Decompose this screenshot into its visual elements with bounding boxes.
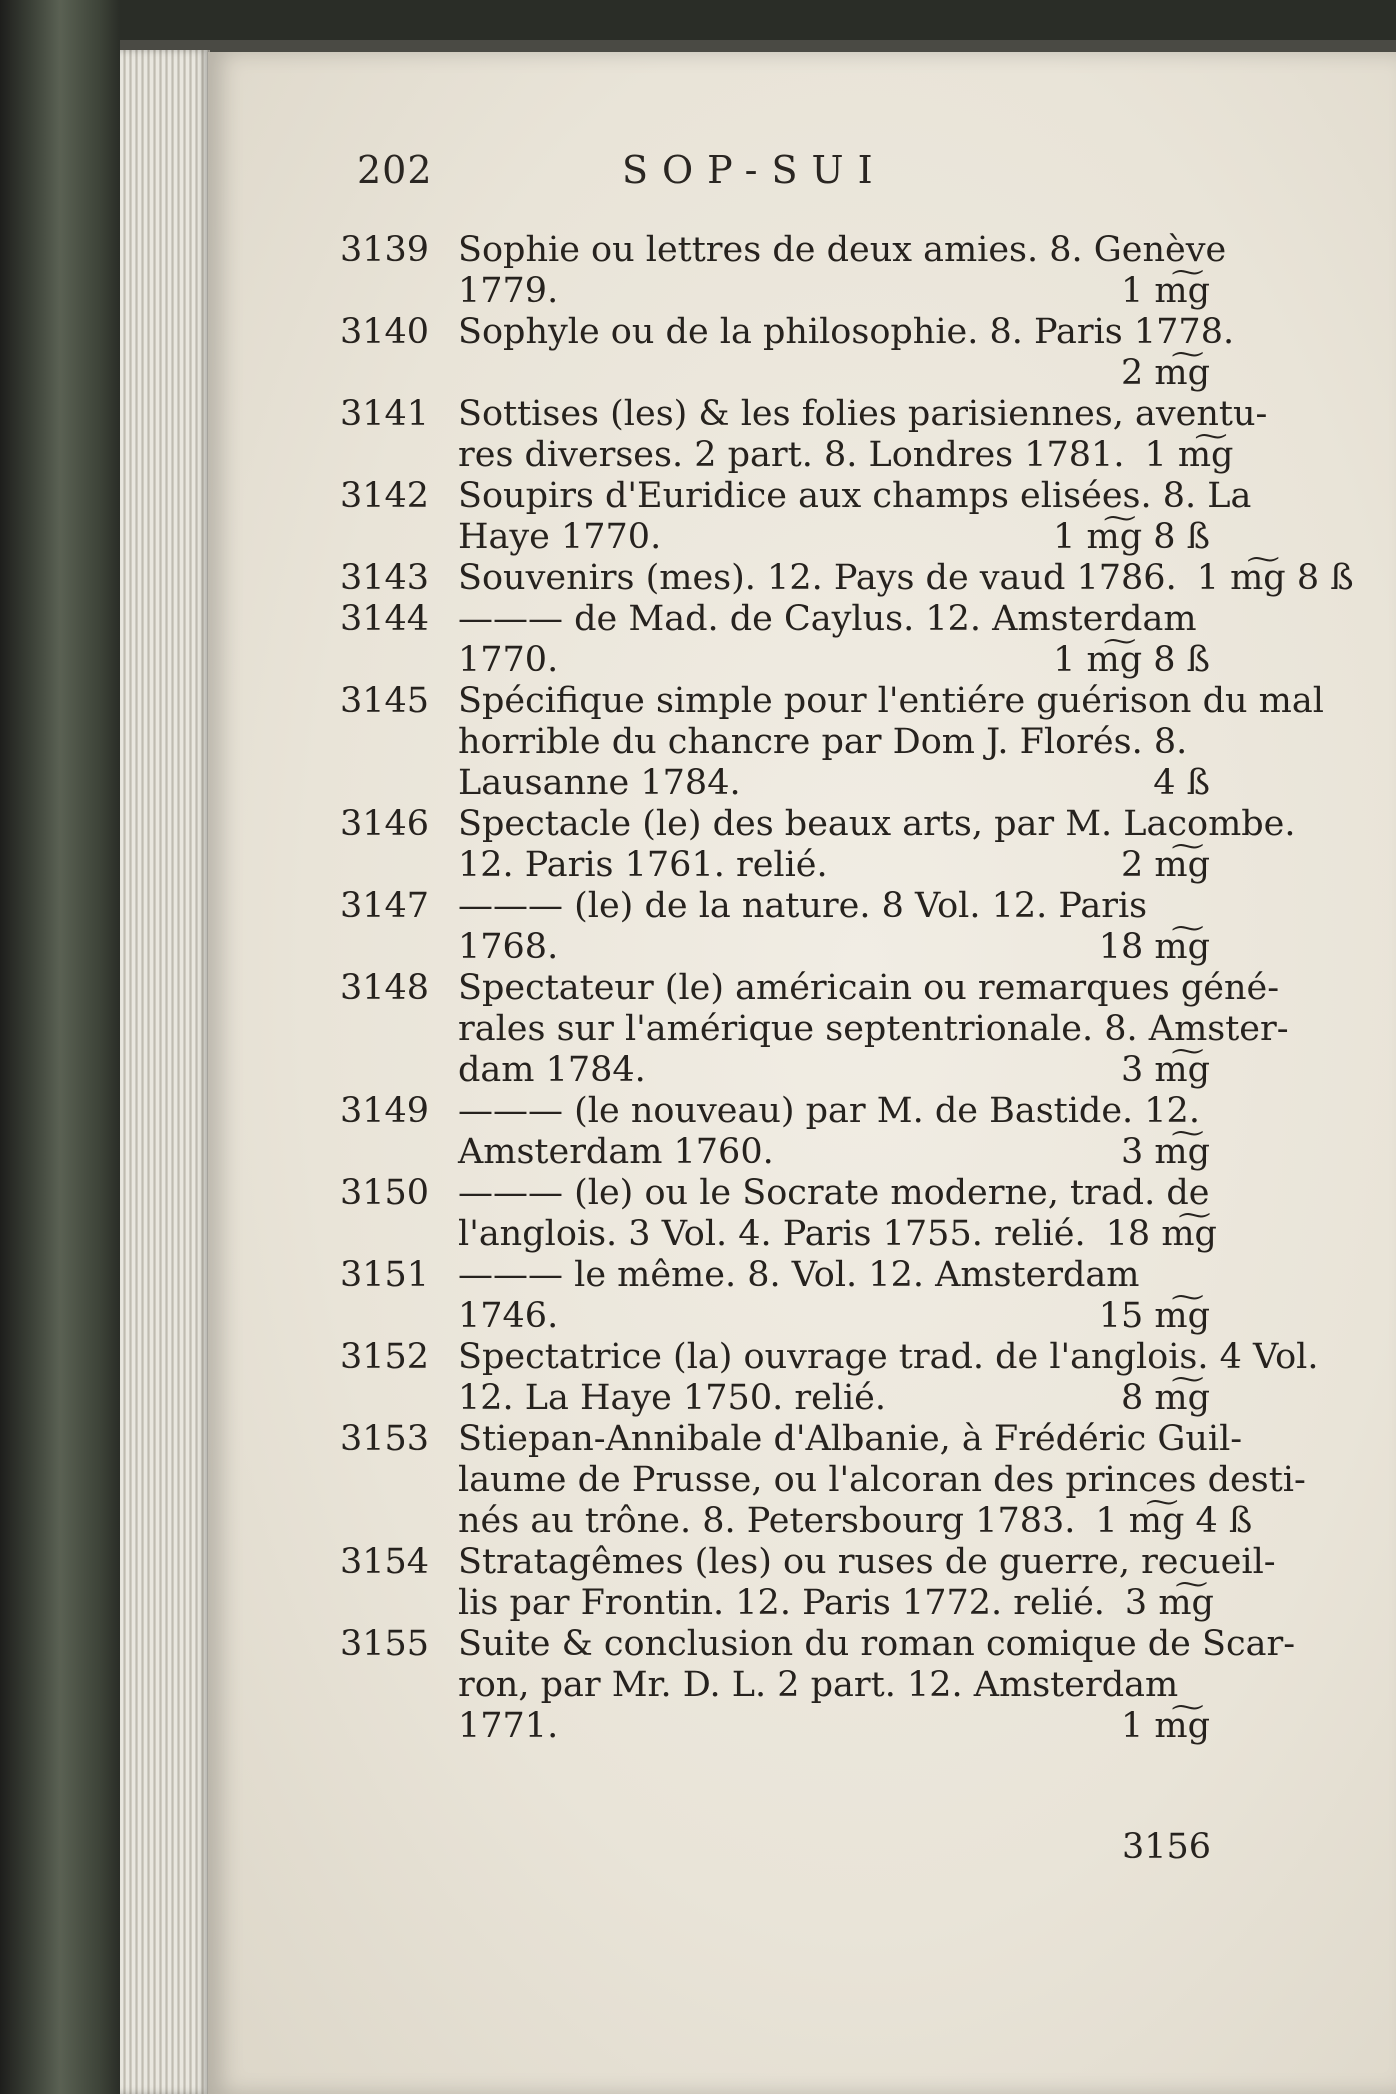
catalogue-entry [340,968,1289,1091]
entry-price: 2 m͠g [1121,353,1210,393]
entry-text: Stiepan-Annibale d'Albanie, à Frédéric Guil- [458,1419,1243,1459]
entry-line [458,1706,1210,1747]
entry-line [458,394,1268,435]
entry-text: 1771. [458,1706,559,1746]
entry-price: 18 m͠g [1098,927,1210,967]
entry-line [458,271,1210,312]
entry-line [458,517,1210,558]
catalogue-entry [340,681,1324,804]
entry-line [458,1009,1289,1050]
entry-line [458,1173,1210,1214]
entry-line [458,1214,1217,1255]
catalogue-entry [340,1255,1210,1337]
entry-line [458,1337,1319,1378]
catalogue-entry [340,1337,1319,1419]
entry-price: 15 m͠g [1098,1296,1210,1336]
entry-number: 3146 [340,804,430,844]
entry-line [458,886,1210,927]
entry-price: 1 m͠g [1121,271,1210,311]
catalogue-entry [340,886,1210,968]
catalogue-entry [340,599,1210,681]
page-header [357,148,1057,198]
entry-line [458,435,1234,476]
entry-text: Spécifique simple pour l'entiére guérison du mal [458,681,1324,721]
entry-text: 1770. [458,640,559,680]
entry-price: 1 m͠g 8 ß [1053,640,1210,680]
entry-text: 1746. [458,1296,559,1336]
entry-price: 3 m͠g [1121,1050,1210,1090]
entry-price: 3 m͠g [1121,1132,1210,1172]
entry-number: 3154 [340,1542,430,1582]
page-number: 202 [357,148,433,192]
entry-number: 3151 [340,1255,430,1295]
entry-price: 4 ß [1153,763,1210,803]
entry-text: laume de Prusse, ou l'alcoran des princes desti- [458,1460,1306,1500]
entry-text: Suite & conclusion du roman comique de Scar- [458,1624,1296,1664]
entry-line [458,1460,1306,1501]
entry-line [458,1132,1210,1173]
entry-text: Spectateur (le) américain ou remarques géné- [458,968,1280,1008]
entry-text: ——— le même. 8. Vol. 12. Amsterdam [458,1255,1140,1295]
catalogue-entries [340,230,1354,1747]
entry-text: 12. La Haye 1750. relié. [458,1378,887,1418]
catchword: 3156 [1122,1827,1212,1867]
entry-number: 3141 [340,394,430,434]
catalogue-entry [340,1542,1276,1624]
catalogue-entry [340,1091,1210,1173]
entry-text: ——— (le) ou le Socrate moderne, trad. de [458,1173,1210,1213]
entry-text: ——— (le nouveau) par M. de Bastide. 12. [458,1091,1200,1131]
page-edges [120,50,210,2094]
entry-text: Souvenirs (mes). 12. Pays de vaud 1786. [458,558,1177,598]
entry-line [458,1091,1210,1132]
entry-text: Sottises (les) & les folies parisiennes, aventu- [458,394,1268,434]
entry-line [458,845,1210,886]
entry-text: ron, par Mr. D. L. 2 part. 12. Amsterdam [458,1665,1179,1705]
entry-text: dam 1784. [458,1050,646,1090]
entry-text: Spectatrice (la) ouvrage trad. de l'anglois. 4 Vol. [458,1337,1319,1377]
catalogue-entry [340,230,1227,312]
entry-price: 3 m͠g [1124,1583,1214,1623]
entry-line [458,558,1354,599]
entry-number: 3155 [340,1624,430,1664]
entry-line [458,722,1210,763]
entry-number: 3139 [340,230,430,270]
entry-number: 3142 [340,476,430,516]
entry-number: 3140 [340,312,430,352]
entry-number: 3145 [340,681,430,721]
entry-line [458,804,1296,845]
entry-text: ——— (le) de la nature. 8 Vol. 12. Paris [458,886,1148,926]
entry-number: 3148 [340,968,430,1008]
entry-line [458,640,1210,681]
entry-text: Amsterdam 1760. [458,1132,774,1172]
entry-text: Spectacle (le) des beaux arts, par M. Lacombe. [458,804,1296,844]
entry-text: l'anglois. 3 Vol. 4. Paris 1755. relié. [458,1214,1086,1254]
entry-line [458,230,1227,271]
entry-text: rales sur l'amérique septentrionale. 8. Amster- [458,1009,1289,1049]
catalogue-entry [340,394,1268,476]
entry-text: Soupirs d'Euridice aux champs elisées. 8. La [458,476,1252,516]
entry-text: ——— de Mad. de Caylus. 12. Amsterdam [458,599,1197,639]
catalogue-entry [340,476,1252,558]
entry-price: 1 m͠g 8 ß [1053,517,1210,557]
catalogue-entry [340,558,1354,599]
entry-text: Sophyle ou de la philosophie. 8. Paris 1778. [458,312,1235,352]
entry-text: res diverses. 2 part. 8. Londres 1781. [458,435,1125,475]
entry-line [458,1296,1210,1337]
entry-text: horrible du chancre par Dom J. Florés. 8. [458,722,1188,762]
entry-number: 3152 [340,1337,430,1377]
entry-line [458,968,1280,1009]
entry-line [458,927,1210,968]
entry-line [458,1501,1253,1542]
entry-line [458,1419,1243,1460]
entry-text: Haye 1770. [458,517,662,557]
catalogue-entry [340,1624,1296,1747]
entry-price: 18 m͠g [1105,1214,1217,1254]
entry-number: 3149 [340,1091,430,1131]
entry-price: 1 m͠g 8 ß [1196,558,1354,598]
entry-number: 3147 [340,886,430,926]
entry-text: 12. Paris 1761. relié. [458,845,828,885]
entry-line [458,1050,1210,1091]
entry-line [458,353,1210,394]
entry-line [458,1583,1214,1624]
entry-price: 8 m͠g [1121,1378,1210,1418]
entry-line [458,1665,1210,1706]
entry-price: 1 m͠g [1144,435,1234,475]
entry-text: lis par Frontin. 12. Paris 1772. relié. [458,1583,1105,1623]
entry-text: Stratagêmes (les) ou ruses de guerre, recueil- [458,1542,1276,1582]
entry-price: 1 m͠g [1121,1706,1210,1746]
entry-text: nés au trône. 8. Petersbourg 1783. [458,1501,1076,1541]
entry-line [458,599,1210,640]
entry-line [458,681,1324,722]
entry-number: 3144 [340,599,430,639]
entry-number: 3150 [340,1173,430,1213]
entry-line [458,1542,1276,1583]
catalogue-entry [340,1419,1306,1542]
entry-text: Sophie ou lettres de deux amies. 8. Genève [458,230,1227,270]
entry-price: 1 m͠g 4 ß [1095,1501,1253,1541]
entry-text: 1779. [458,271,559,311]
entry-text: Lausanne 1784. [458,763,741,803]
catalogue-entry [340,804,1296,886]
catalogue-entry [340,1173,1217,1255]
catalogue-entry [340,312,1235,394]
entry-line [458,1378,1210,1419]
entry-number: 3143 [340,558,430,598]
running-head: SOP-SUI [622,148,887,192]
entry-text: 1768. [458,927,559,967]
entry-line [458,763,1210,804]
entry-line [458,1255,1210,1296]
entry-line [458,312,1235,353]
entry-price: 2 m͠g [1121,845,1210,885]
entry-line [458,476,1252,517]
entry-line [458,1624,1296,1665]
entry-number: 3153 [340,1419,430,1459]
